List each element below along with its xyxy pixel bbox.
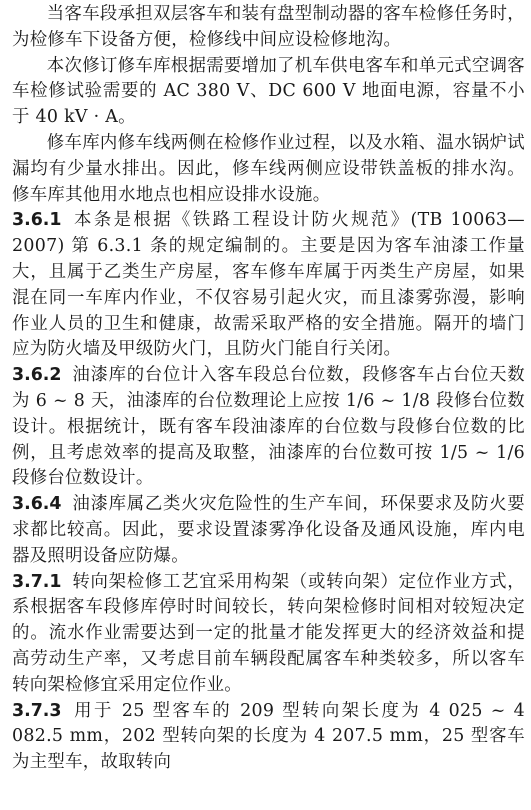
paragraph-text: 当客车段承担双层客车和装有盘型制动器的客车检修任务时，为检修车下设备方便，检修线中间应设检修地沟。 bbox=[12, 4, 525, 50]
paragraph-text: 修车库内修车线两侧在检修作业过程，以及水箱、温水锅炉试漏均有少量水排出。因此，修车线两侧应设带铁盖板的排水沟。修车库其他用水地点也相应设排水设施。 bbox=[12, 132, 525, 205]
clause-number: 3.6.2 bbox=[12, 365, 62, 386]
paragraph-2 bbox=[12, 54, 525, 131]
clause-text: 油漆库属乙类火灾危险性的生产车间，环保要求及防火要求都比较高。因此，要求设置漆雾净化设备及通风设施，库内电器及照明设备应防爆。 bbox=[12, 494, 525, 566]
clause-number: 3.6.4 bbox=[12, 494, 62, 515]
paragraph-3 bbox=[12, 131, 525, 208]
clause-3-7-3 bbox=[12, 699, 525, 776]
paragraph-text: 本次修订修车库根据需要增加了机车供电客车和单元式空调客车检修试验需要的 AC 380 V、DC 600 V 地面电源，容量不小于 40 kV · A。 bbox=[12, 55, 525, 128]
clause-3-6-2 bbox=[12, 363, 525, 492]
clause-number: 3.7.1 bbox=[12, 571, 62, 592]
clause-text: 本条是根据《铁路工程设计防火规范》(TB 10063—2007) 第 6.3.1 条的规定编制的。主要是因为客车油漆工作量大，且属于乙类生产房屋，客车修车库属于丙类生产房屋，如果混在同一车库内作业，不仅容易引起火灾，而且漆雾弥漫，影响作业人员的卫生和健康，故需采取严格的安全措施。隔开的墙门应为防火墙及甲级防火门，且防火门能自行关闭。 bbox=[12, 210, 525, 360]
clause-3-6-4 bbox=[12, 492, 525, 569]
clause-text: 用于 25 型客车的 209 型转向架长度为 4 025 ~ 4 082.5 mm，202 型转向架的长度为 4 207.5 mm，25 型客车为主型车，故取转向 bbox=[12, 700, 525, 773]
clause-number: 3.6.1 bbox=[12, 210, 62, 231]
clause-3-6-1 bbox=[12, 208, 525, 363]
clause-3-7-1 bbox=[12, 570, 525, 699]
clause-number: 3.7.3 bbox=[12, 700, 62, 721]
clause-text: 转向架检修工艺宜采用构架（或转向架）定位作业方式，系根据客车段修库停时时间较长，转向架检修时间相对较短决定的。流水作业需要达到一定的批量才能发挥更大的经济效益和提高劳动生产率，又考虑目前车辆段配属客车种类较多，所以客车转向架检修宜采用定位作业。 bbox=[12, 571, 525, 695]
clause-text: 油漆库的台位计入客车段总台位数，段修客车占台位天数为 6 ~ 8 天，油漆库的台位数理论上应按 1/6 ~ 1/8 段修台位数设计。根据统计，既有客车段油漆库的台位数与段修台位数的比例，且考虑效率的提高及取整，油漆库的台位数可按 1/5 ~ 1/6 段修台位数设计。 bbox=[12, 365, 525, 489]
paragraph-1 bbox=[12, 2, 525, 54]
